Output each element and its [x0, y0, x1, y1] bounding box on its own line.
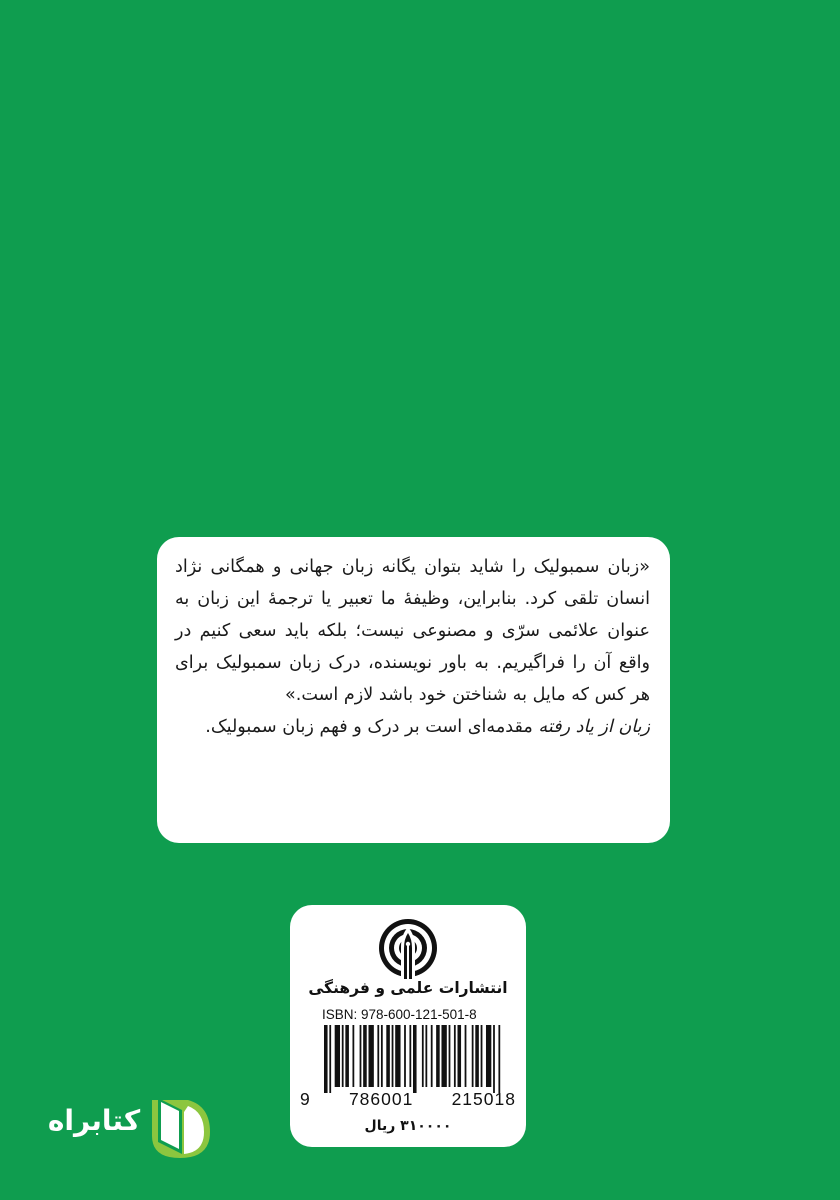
blurb-intro [175, 711, 650, 743]
barcode-bar [363, 1025, 367, 1087]
publisher-name: انتشارات علمی و فرهنگی [308, 979, 508, 997]
publisher-emblem-icon [377, 917, 439, 979]
barcode-bar [431, 1025, 433, 1087]
barcode-digit-group: 786001 [348, 1089, 414, 1109]
publisher-box [290, 905, 526, 1147]
barcode-bar [441, 1025, 446, 1087]
barcode-digit-group: 9 [300, 1089, 311, 1109]
isbn-label: ISBN: 978-600-121-501-8 [322, 1007, 477, 1022]
blurb-box [157, 537, 670, 843]
barcode-bar [498, 1025, 500, 1093]
barcode-bars [324, 1025, 502, 1093]
blurb-intro-rest: مقدمه‌ای است بر درک و فهم زبان سمبولیک. [205, 717, 539, 737]
barcode-bar [465, 1025, 467, 1087]
store-name: کتابراه [47, 1104, 141, 1137]
book-title-inline: زبان از یاد رفته [538, 717, 650, 737]
barcode-bar [335, 1025, 340, 1087]
barcode-bar [422, 1025, 424, 1087]
barcode-digit-group: 215018 [451, 1089, 516, 1109]
barcode-bar [392, 1025, 394, 1087]
barcode-bar [475, 1025, 479, 1087]
price-label: ۳۱۰۰۰۰ ریال [364, 1118, 452, 1134]
barcode-bar [352, 1025, 354, 1087]
barcode-bar [436, 1025, 440, 1087]
barcode-bar [409, 1025, 411, 1087]
barcode-digits [300, 1089, 516, 1110]
barcode-bar [329, 1025, 331, 1093]
barcode-bar [395, 1025, 400, 1087]
barcode-bar [493, 1025, 495, 1093]
barcode-bar [458, 1025, 462, 1087]
barcode-bar [377, 1025, 379, 1087]
barcode-bar [381, 1025, 383, 1087]
barcode-bar [360, 1025, 362, 1087]
barcode-bar [486, 1025, 491, 1087]
barcode-bar [386, 1025, 390, 1087]
barcode-bar [413, 1025, 417, 1093]
blurb-quote: «زبان سمبولیک را شاید بتوان یگانه زبان جهانی و همگانی نژاد انسان تلقی کرد. بنابراین، وظیفهٔ ما تعبیر یا ترجمهٔ این زبان به عنوان علائمی سرّی و مصنوعی نیست؛ بلکه باید سعی کنیم در واقع آن را فراگیریم. به باور نویسنده، درک زبان سمبولیک برای هر کس که مایل به شناختن خود باشد لازم است.» [175, 557, 650, 705]
barcode-bar [404, 1025, 406, 1087]
barcode-bar [454, 1025, 456, 1087]
barcode-bar [481, 1025, 483, 1087]
barcode-bar [342, 1025, 344, 1087]
barcode-bar [324, 1025, 328, 1093]
barcode-bar [425, 1025, 427, 1087]
barcode-bar [472, 1025, 474, 1087]
barcode-bar [345, 1025, 349, 1087]
barcode-bar [369, 1025, 374, 1087]
barcode-bar [449, 1025, 451, 1087]
